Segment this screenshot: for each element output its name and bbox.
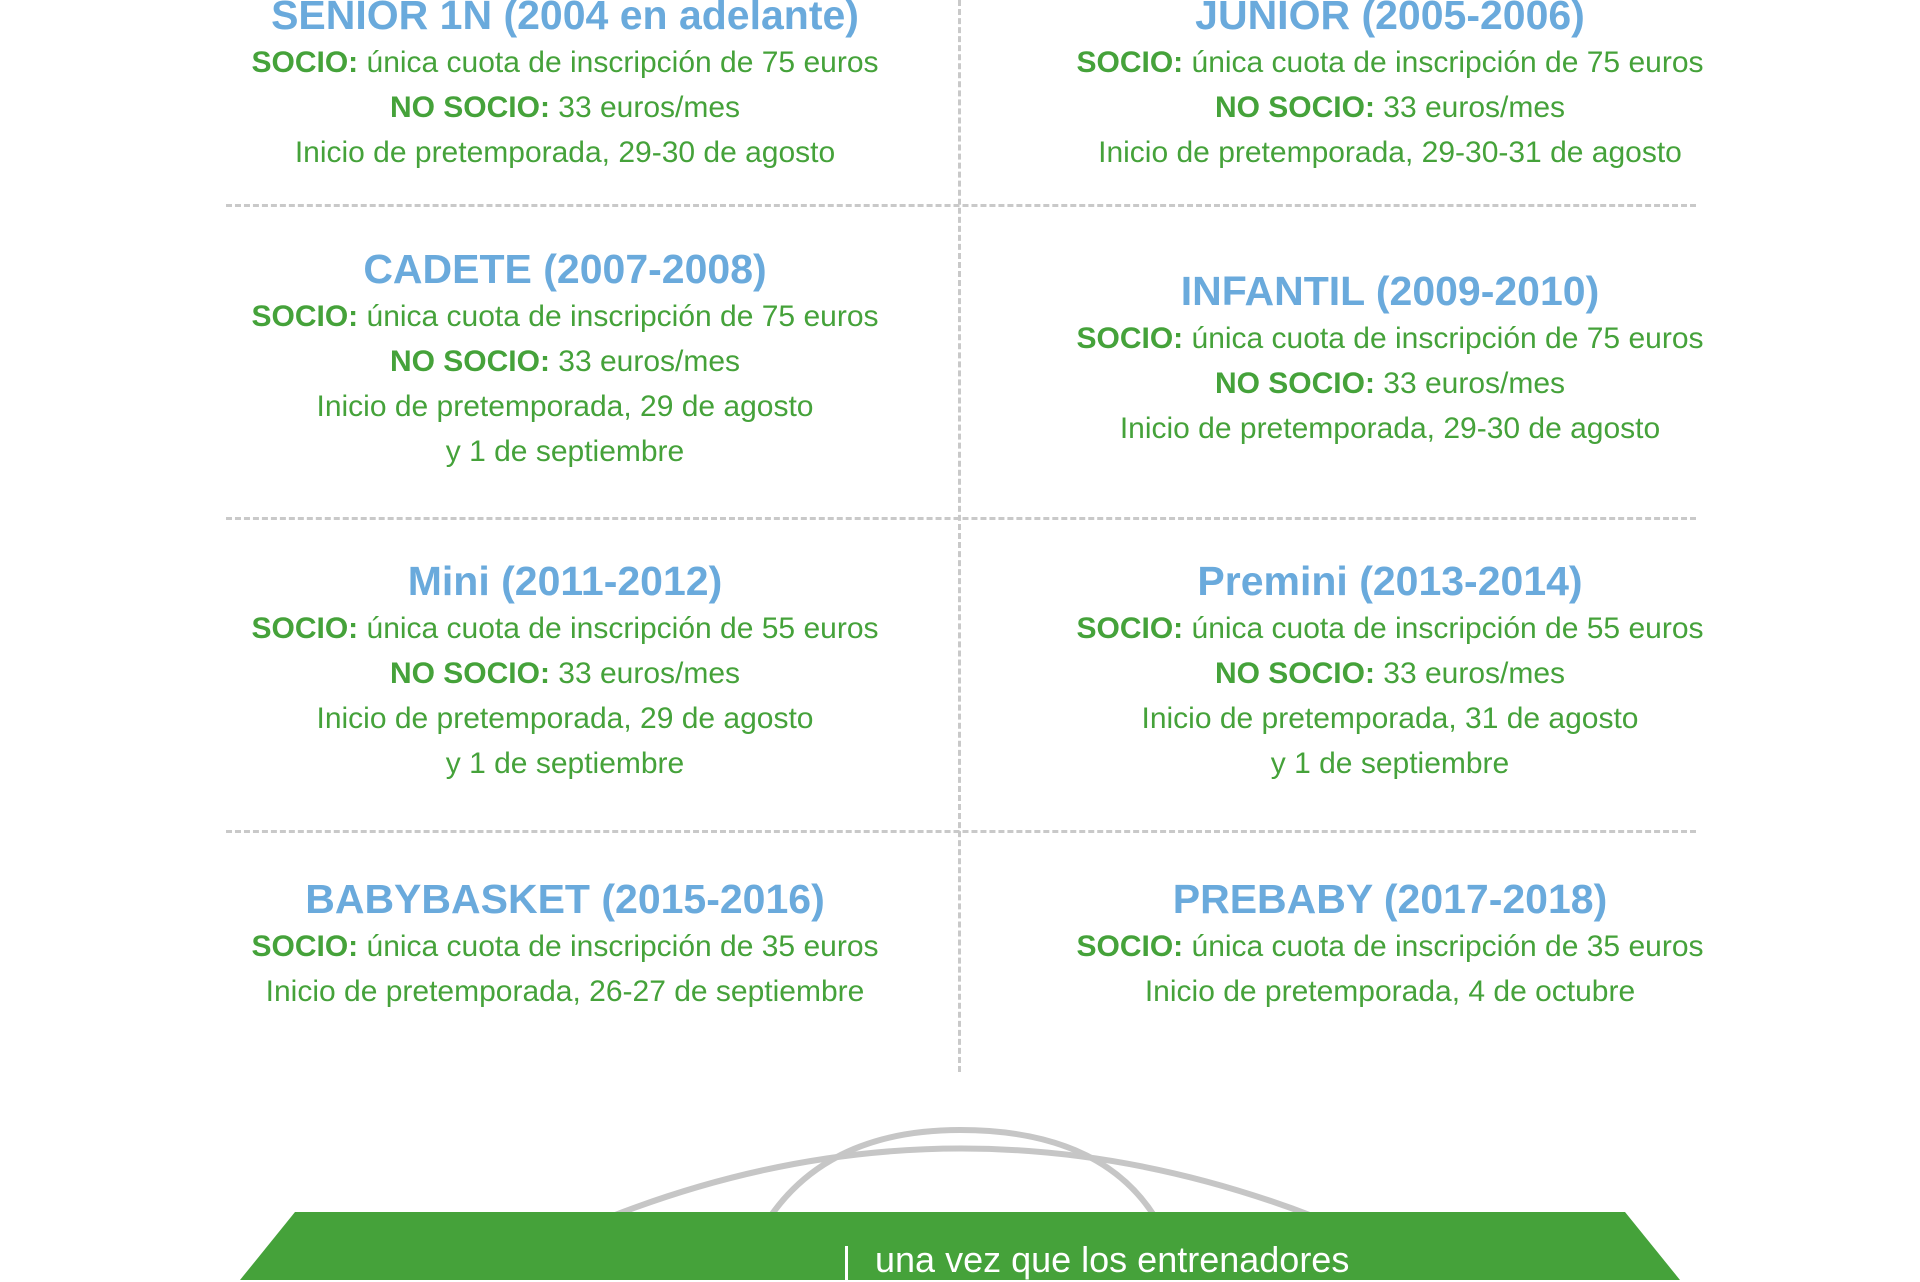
category-title: CADETE (2007-2008) <box>363 246 767 292</box>
category-title: Mini (2011-2012) <box>407 558 723 604</box>
category-cadete <box>185 244 945 474</box>
pretemporada-line: y 1 de septiembre <box>445 747 685 780</box>
pretemporada-line: Inicio de pretemporada, 29-30-31 de agosto <box>1098 136 1682 169</box>
socio-label: SOCIO: <box>251 300 359 333</box>
nosocio-line <box>185 651 945 696</box>
pretemporada-line: Inicio de pretemporada, 29 de agosto <box>316 390 814 423</box>
category-title: BABYBASKET (2015-2016) <box>305 876 825 922</box>
category-title: SENIOR 1N (2004 en adelante) <box>271 0 859 38</box>
vertical-divider <box>958 0 961 1072</box>
socio-text: única cuota de inscripción de 35 euros <box>358 930 879 963</box>
socio-line <box>185 924 945 969</box>
horizontal-divider <box>226 204 1696 207</box>
nosocio-label: NO SOCIO: <box>1214 91 1375 124</box>
category-title: PREBABY (2017-2018) <box>1172 876 1608 922</box>
socio-line <box>185 294 945 339</box>
socio-line <box>1010 924 1770 969</box>
socio-label: SOCIO: <box>251 930 359 963</box>
pretemporada-line: Inicio de pretemporada, 4 de octubre <box>1144 975 1636 1008</box>
pretemporada-line: y 1 de septiembre <box>1270 747 1510 780</box>
nosocio-text: 33 euros/mes <box>549 657 741 690</box>
pretemporada-line: Inicio de pretemporada, 26-27 de septiembre <box>265 975 865 1008</box>
socio-line <box>1010 40 1770 85</box>
socio-label: SOCIO: <box>251 612 359 645</box>
socio-label: SOCIO: <box>1076 930 1184 963</box>
socio-line <box>1010 316 1770 361</box>
nosocio-label: NO SOCIO: <box>1214 657 1375 690</box>
socio-label: SOCIO: <box>1076 322 1184 355</box>
nosocio-line <box>1010 85 1770 130</box>
category-premini <box>1010 556 1770 786</box>
nosocio-label: NO SOCIO: <box>389 345 550 378</box>
socio-text: única cuota de inscripción de 75 euros <box>1183 322 1704 355</box>
socio-text: única cuota de inscripción de 75 euros <box>358 46 879 79</box>
category-junior <box>1010 0 1770 175</box>
socio-label: SOCIO: <box>1076 612 1184 645</box>
divider-bar <box>845 1246 848 1280</box>
pretemporada-line: y 1 de septiembre <box>445 435 685 468</box>
pretemporada-line: Inicio de pretemporada, 29 de agosto <box>316 702 814 735</box>
socio-text: única cuota de inscripción de 35 euros <box>1183 930 1704 963</box>
socio-text: única cuota de inscripción de 75 euros <box>1183 46 1704 79</box>
nosocio-text: 33 euros/mes <box>1374 657 1566 690</box>
socio-text: única cuota de inscripción de 75 euros <box>358 300 879 333</box>
footer-text: una vez que los entrenadores <box>875 1239 1350 1280</box>
horizontal-divider <box>226 517 1696 520</box>
basketball-arcs-icon <box>0 1100 1920 1230</box>
socio-line <box>185 40 945 85</box>
nosocio-line <box>1010 361 1770 406</box>
nosocio-text: 33 euros/mes <box>1374 367 1566 400</box>
nosocio-label: NO SOCIO: <box>1214 367 1375 400</box>
category-infantil <box>1010 266 1770 451</box>
nosocio-line <box>1010 651 1770 696</box>
horizontal-divider <box>226 830 1696 833</box>
nosocio-text: 33 euros/mes <box>549 91 741 124</box>
category-title: JUNIOR (2005-2006) <box>1195 0 1585 38</box>
nosocio-line <box>185 85 945 130</box>
nosocio-line <box>185 339 945 384</box>
nosocio-label: NO SOCIO: <box>389 657 550 690</box>
socio-line <box>1010 606 1770 651</box>
pretemporada-line: Inicio de pretemporada, 31 de agosto <box>1141 702 1639 735</box>
pretemporada-line: Inicio de pretemporada, 29-30 de agosto <box>1119 412 1661 445</box>
category-title: INFANTIL (2009-2010) <box>1180 268 1600 314</box>
pretemporada-line: Inicio de pretemporada, 29-30 de agosto <box>294 136 836 169</box>
nosocio-text: 33 euros/mes <box>549 345 741 378</box>
socio-line <box>185 606 945 651</box>
socio-label: SOCIO: <box>251 46 359 79</box>
socio-text: única cuota de inscripción de 55 euros <box>358 612 879 645</box>
nosocio-label: NO SOCIO: <box>389 91 550 124</box>
category-mini <box>185 556 945 786</box>
socio-label: SOCIO: <box>1076 46 1184 79</box>
nosocio-text: 33 euros/mes <box>1374 91 1566 124</box>
socio-text: única cuota de inscripción de 55 euros <box>1183 612 1704 645</box>
category-babybasket <box>185 874 945 1014</box>
category-title: Premini (2013-2014) <box>1197 558 1583 604</box>
category-prebaby <box>1010 874 1770 1014</box>
category-senior <box>185 0 945 175</box>
